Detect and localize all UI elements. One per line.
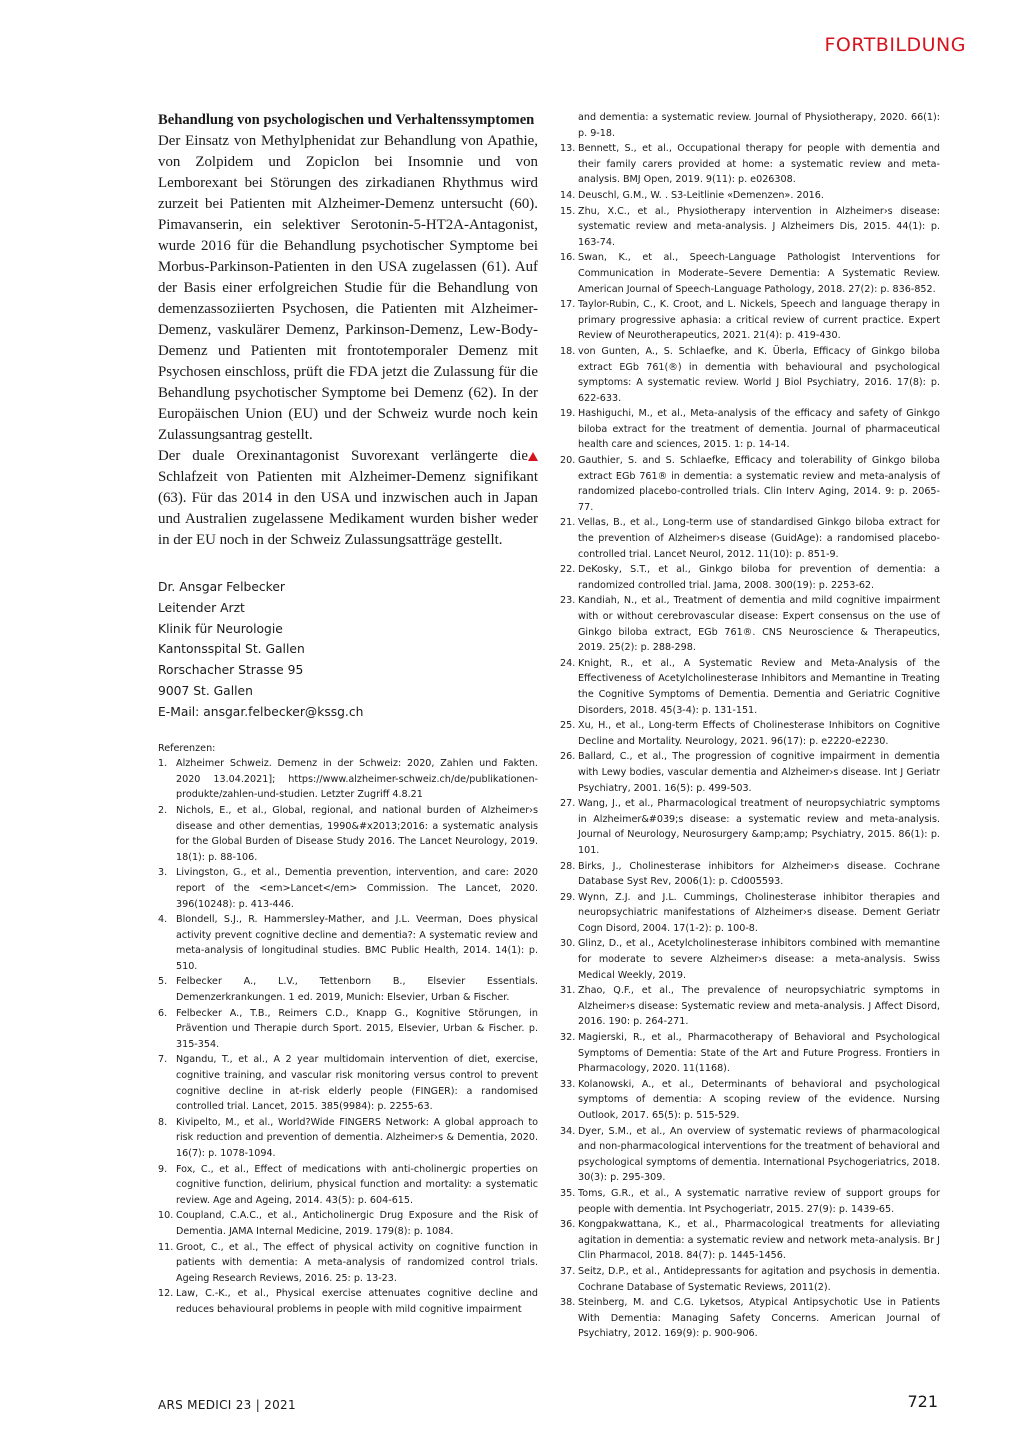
section-heading: Behandlung von psychologischen und Verhaltenssymptomen (158, 112, 535, 128)
reference-number: 35. (560, 1187, 576, 1199)
author-name: Dr. Ansgar Felbecker (158, 580, 285, 594)
reference-text: Taylor-Rubin, C., K. Croot, and L. Nickels, Speech and language therapy in primary progressive aphasia: a critical review of current practice. Expert Review of Neurotherapeutics, 2021. 21(4): p. 419-430. (578, 299, 940, 342)
reference-number: 27. (560, 798, 576, 810)
reference-number: 13. (560, 143, 576, 155)
reference-item (560, 204, 940, 251)
references-list-left (158, 756, 538, 1317)
reference-text: Kongpakwattana, K., et al., Pharmacological treatments for alleviating agitation in dementia: a systematic review and network meta-analysis. Br J Clin Pharmacol, 2018. 84(7): p. 1445-1456. (578, 1219, 940, 1262)
body-paragraph-1: Der Einsatz von Methylphenidat zur Behandlung von Apathie, von Zolpidem und Zopiclon bei Insomnie und von Lemborexant bei Störungen des zirkadianen Rhythmus wird zurzeit bei Patienten mit Alzheimer-Demenz untersucht (60). Pimavanserin, ein selektiver Serotonin-5-HT2A-Antagonist, wurde 2016 für die Behandlung psychotischer Symptome bei Morbus-Parkinson-Patienten in den USA zugelassen (61). Auf der Basis einer erfolgreichen Studie für die Behandlung von demenzassoziierten Psychosen, die Patienten mit Alzheimer-Demenz, vaskulärer Demenz, Parkinson-Demenz, Lew-Body-Demenz und Patienten mit frontotemporaler Demenz mit Psychosen einschloss, prüft die FDA jetzt die Zulassung für die Behandlung psychotischer Symptome bei Demenz (62). In der Europäischen Union (EU) und der Schweiz wurde noch kein Zulassungsantrag gestellt. (158, 133, 538, 443)
reference-number: 3. (158, 867, 168, 879)
reference-number: 9. (158, 1163, 168, 1175)
reference-item (158, 1162, 538, 1209)
references-list-right (560, 141, 940, 1342)
reference-text: Felbecker A., L.V., Tettenborn B., Elsevier Essentials. Demenzerkrankungen. 1 ed. 2019, Munich: Elsevier, Urban & Fischer. (176, 976, 538, 1004)
reference-number: 8. (158, 1116, 168, 1128)
reference-text: Dyer, S.M., et al., An overview of systematic reviews of pharmacological and non-pharmacological interventions for the treatment of behavioral and psychological symptoms of dementia. International Psychogeriatrics, 2018. 30(3): p. 295-309. (578, 1125, 940, 1184)
reference-item (560, 1217, 940, 1264)
reference-item (560, 1077, 940, 1124)
reference-number: 32. (560, 1032, 576, 1044)
reference-number: 7. (158, 1054, 168, 1066)
reference-item (560, 859, 940, 890)
reference-item (560, 141, 940, 188)
reference-number: 16. (560, 252, 576, 264)
reference-item (560, 515, 940, 562)
reference-text: Magierski, R., et al., Pharmacotherapy of Behavioral and Psychological Symptoms of Dementia: State of the Art and Future Progress. Frontiers in Pharmacology, 2020. 11(1168). (578, 1032, 940, 1075)
reference-number: 17. (560, 299, 576, 311)
author-position: Leitender Arzt (158, 600, 245, 615)
reference-number: 12. (158, 1288, 174, 1300)
author-email[interactable]: E-Mail: ansgar.felbecker@kssg.ch (158, 704, 364, 719)
reference-item (560, 250, 940, 297)
reference-text: DeKosky, S.T., et al., Ginkgo biloba for prevention of dementia: a randomized controlled trial. Jama, 2008. 300(19): p. 2253-62. (578, 564, 940, 591)
reference-text: Blondell, S.J., R. Hammersley-Mather, and J.L. Veerman, Does physical activity prevent cognitive decline and dementia?: A systematic review and meta-analysis of longitudinal studies. BMC Public Health, 2014. 14(1): p. 510. (176, 914, 538, 972)
references-label: Referenzen: (158, 742, 216, 754)
reference-number: 20. (560, 455, 576, 467)
reference-item (560, 718, 940, 749)
reference-number: 11. (158, 1241, 174, 1253)
reference-text: Law, C.-K., et al., Physical exercise attenuates cognitive decline and reduces behavioural problems in people with mild cognitive impairment (176, 1288, 538, 1315)
reference-text: Seitz, D.P., et al., Antidepressants for agitation and psychosis in dementia. Cochrane Database of Systematic Reviews, 2011(2). (578, 1265, 940, 1293)
body-paragraph-2 (158, 446, 538, 551)
author-block (158, 577, 538, 723)
author-department: Klinik für Neurologie (158, 621, 283, 636)
reference-item (560, 983, 940, 1030)
reference-text: Kandiah, N., et al., Treatment of dementia and mild cognitive impairment with or without cerebrovascular disease: Expert consensus on the use of Ginkgo biloba extract, EGb 761®. CNS Neuroscience & Therapeutics, 2019. 25(2): p. 288-298. (578, 595, 940, 654)
reference-text: Wang, J., et al., Pharmacological treatment of neuropsychiatric symptoms in Alzheimer&#039;s disease: a systematic review and meta-analysis. Journal of Neurology, Neurosurgery &amp;amp; Psychiatry, 2015. 86(1): p. 101. (578, 798, 940, 856)
page-number: 721 (907, 1392, 938, 1411)
reference-number: 24. (560, 657, 576, 669)
reference-number: 36. (560, 1219, 576, 1231)
reference-number: 30. (560, 938, 576, 950)
reference-text: Steinberg, M. and C.G. Lyketsos, Atypical Antipsychotic Use in Patients With Dementia: Managing Safety Concerns. American Journal of Psychiatry, 2012. 169(9): p. 900-906. (578, 1297, 940, 1340)
reference-number: 4. (158, 914, 168, 926)
reference-text: Hashiguchi, M., et al., Meta-analysis of the efficacy and safety of Ginkgo biloba extract for the treatment of dementia. Journal of pharmaceutical health care and sciences, 2015. 1: p. 14-14. (578, 408, 940, 451)
reference-number: 5. (158, 976, 168, 988)
reference-item (560, 188, 940, 204)
reference-item (560, 406, 940, 453)
reference-item (560, 749, 940, 796)
reference-text: Groot, C., et al., The effect of physical activity on cognitive function in patients with dementia: A meta-analysis of randomized control trials. Ageing Research Reviews, 2016. 25: p. 13-23. (176, 1241, 538, 1284)
reference-text: Vellas, B., et al., Long-term use of standardised Ginkgo biloba extract for the prevention of Alzheimer›s disease (GuidAge): a randomised placebo-controlled trial. Lancet Neurol, 2012. 11(10): p. 851-9. (578, 517, 940, 560)
reference-number: 28. (560, 860, 576, 872)
reference-number: 6. (158, 1007, 168, 1019)
reference-number: 18. (560, 345, 576, 357)
reference-text: Xu, H., et al., Long-term Effects of Cholinesterase Inhibitors on Cognitive Decline and Mortality. Neurology, 2021. 96(17): p. e2220-e2230. (578, 720, 940, 747)
author-hospital: Kantonsspital St. Gallen (158, 642, 305, 657)
reference-item (158, 1240, 538, 1287)
reference-text: Knight, R., et al., A Systematic Review and Meta-Analysis of the Effectiveness of Acetylcholinesterase Inhibitors and Memantine in Treating the Cognitive Symptoms of Dementia. Dementia and Geriatric Cognitive Disorders, 2018. 45(3-4): p. 131-151. (578, 657, 940, 716)
reference-text: Zhu, X.C., et al., Physiotherapy intervention in Alzheimer›s disease: systematic review and meta-analysis. J Alzheimers Dis, 2015. 44(1): p. 163-74. (578, 205, 940, 248)
body-paragraph-2-text: Der duale Orexinantagonist Suvorexant verlängerte die Schlafzeit von Patienten mit Alzheimer-Demenz signifikant (63). Für das 2014 in den USA und inzwischen auch in Japan und Australien zugelassene Medikament wurden bisher weder in der EU noch in der Schweiz Zulassungsatträge gestellt. (158, 448, 538, 548)
reference-item (560, 562, 940, 593)
reference-number: 14. (560, 189, 576, 201)
reference-text: Ngandu, T., et al., A 2 year multidomain intervention of diet, exercise, cognitive training, and vascular risk monitoring versus control to prevent cognitive decline in at-risk elderly people (FINGER): a randomised controlled trial. Lancet, 2015. 385(9984): p. 2255-63. (176, 1054, 538, 1113)
reference-text: Fox, C., et al., Effect of medications with anti-cholinergic properties on cognitive function, delirium, physical function and mortality: a systematic review. Age and Ageing, 2014. 43(5): p. 604-615. (176, 1163, 538, 1206)
reference-text: Swan, K., et al., Speech-Language Pathologist Interventions for Communication in Moderate–Severe Dementia: A Systematic Review. American Journal of Speech-Language Pathology, 2018. 27(2): p. 836-852. (578, 252, 940, 295)
reference-text: Livingston, G., et al., Dementia prevention, intervention, and care: 2020 report of the <em>Lancet</em> Commission. The Lancet, 2020. 396(10248): p. 413-446. (176, 867, 538, 910)
reference-item (158, 1208, 538, 1239)
reference-number: 15. (560, 205, 576, 217)
author-street: Rorschacher Strasse 95 (158, 663, 304, 678)
reference-item (560, 1030, 940, 1077)
reference-text: Kivipelto, M., et al., World?Wide FINGERS Network: A global approach to risk reduction and prevention of dementia. Alzheimer›s & Dementia, 2020. 16(7): p. 1078-1094. (176, 1116, 538, 1160)
right-column (560, 110, 940, 1342)
reference-text: Gauthier, S. and S. Schlaefke, Efficacy and tolerability of Ginkgo biloba extract EGb 761® in dementia: a systematic review and meta-analysis of randomized placebo-controlled trials. Clin Interv Aging, 2014. 9: p. 2065-77. (578, 455, 940, 513)
reference-text: Kolanowski, A., et al., Determinants of behavioral and psychological symptoms of dementia: A scoping review of the evidence. Nursing Outlook, 2017. 65(5): p. 515-529. (578, 1078, 940, 1121)
reference-item (158, 1006, 538, 1053)
reference-number: 25. (560, 720, 576, 732)
reference-item (158, 756, 538, 803)
reference-text: von Gunten, A., S. Schlaefke, and K. Überla, Efficacy of Ginkgo biloba extract EGb 761(®) in dementia with behavioural and psychological symptoms: A systematic review. World J Biol Psychiatry, 2016. 17(8): p. 622-633. (578, 345, 940, 404)
reference-text: Zhao, Q.F., et al., The prevalence of neuropsychiatric symptoms in Alzheimer›s disease: Systematic review and meta-analysis. J Affect Disord, 2016. 190: p. 264-271. (578, 985, 940, 1028)
journal-issue: ARS MEDICI 23 | 2021 (158, 1398, 296, 1412)
reference-number: 10. (158, 1210, 174, 1222)
reference-item (560, 297, 940, 344)
reference-number: 31. (560, 985, 576, 997)
reference-continuation: and dementia: a systematic review. Journal of Physiotherapy, 2020. 66(1): p. 9-18. (578, 112, 940, 139)
reference-item (560, 344, 940, 406)
reference-number: 2. (158, 804, 168, 816)
reference-item (560, 1264, 940, 1295)
reference-text: Bennett, S., et al., Occupational therapy for people with dementia and their family carers provided at home: a systematic review and meta-analysis. BMJ Open, 2019. 9(11): p. e026308. (578, 143, 940, 186)
section-label: FORTBILDUNG (824, 34, 966, 56)
reference-item (560, 890, 940, 937)
reference-text: Coupland, C.A.C., et al., Anticholinergic Drug Exposure and the Risk of Dementia. JAMA Internal Medicine, 2019. 179(8): p. 1084. (176, 1210, 538, 1237)
reference-item (560, 796, 940, 858)
reference-number: 22. (560, 564, 576, 576)
reference-text: Ballard, C., et al., The progression of cognitive impairment in dementia with Lewy bodies, vascular dementia and Alzheimer›s disease. Int J Geriatr Psychiatry, 2001. 16(5): p. 499-503. (578, 751, 940, 794)
reference-number: 29. (560, 891, 576, 903)
reference-number: 19. (560, 408, 576, 420)
reference-text: Birks, J., Cholinesterase inhibitors for Alzheimer›s disease. Cochrane Database Syst Rev, 2006(1): p. Cd005593. (578, 860, 940, 888)
left-column (158, 110, 538, 1318)
reference-item (560, 936, 940, 983)
reference-item (158, 803, 538, 865)
reference-item (560, 1186, 940, 1217)
reference-item (560, 453, 940, 515)
reference-item (560, 1295, 940, 1342)
reference-number: 34. (560, 1125, 576, 1137)
reference-item (560, 1124, 940, 1186)
reference-number: 33. (560, 1078, 576, 1090)
reference-number: 26. (560, 751, 576, 763)
reference-number: 38. (560, 1297, 576, 1309)
reference-text: Nichols, E., et al., Global, regional, and national burden of Alzheimer›s disease and other dementias, 1990&#x2013;2016: a systematic analysis for the Global Burden of Disease Study 2016. The Lancet Neurology, 2019. 18(1): p. 88-106. (176, 804, 538, 863)
author-city: 9007 St. Gallen (158, 683, 253, 698)
reference-item (158, 1115, 538, 1162)
reference-text: Toms, G.R., et al., A systematic narrative review of support groups for people with dementia. Int Psychogeriatr, 2015. 27(9): p. 1439-65. (578, 1187, 940, 1215)
reference-item (158, 1052, 538, 1114)
reference-item (560, 656, 940, 718)
reference-number: 37. (560, 1265, 576, 1277)
reference-number: 23. (560, 595, 576, 607)
reference-text: Felbecker A., T.B., Reimers C.D., Knapp G., Kognitive Störungen, in Prävention und Therapie durch Sport. 2015, Elsevier, Urban & Fischer. p. 315-354. (176, 1007, 538, 1050)
reference-text: Wynn, Z.J. and J.L. Cummings, Cholinesterase inhibitor therapies and neuropsychiatric manifestations of Alzheimer›s disease. Dement Geriatr Cogn Disord, 2004. 17(1-2): p. 100-8. (578, 891, 940, 934)
reference-number: 21. (560, 517, 576, 529)
reference-text: Alzheimer Schweiz. Demenz in der Schweiz: 2020, Zahlen und Fakten. 2020 13.04.2021]; https://www.alzheimer-schweiz.ch/de/publikationen-produkte/zahlen-und-studien. Letzter Zugriff 4.8.21 (176, 758, 538, 801)
reference-item (560, 593, 940, 655)
reference-number: 1. (158, 758, 168, 770)
reference-item (158, 865, 538, 912)
reference-item (158, 912, 538, 974)
reference-item (158, 1286, 538, 1317)
reference-text: Deuschl, G.M., W. . S3-Leitlinie «Demenzen». 2016. (578, 189, 824, 201)
reference-text: Glinz, D., et al., Acetylcholinesterase inhibitors combined with memantine for moderate to severe Alzheimer›s disease: a meta-analysis. Swiss Medical Weekly, 2019. (578, 938, 940, 981)
reference-item (158, 974, 538, 1005)
end-of-article-icon (528, 452, 538, 461)
